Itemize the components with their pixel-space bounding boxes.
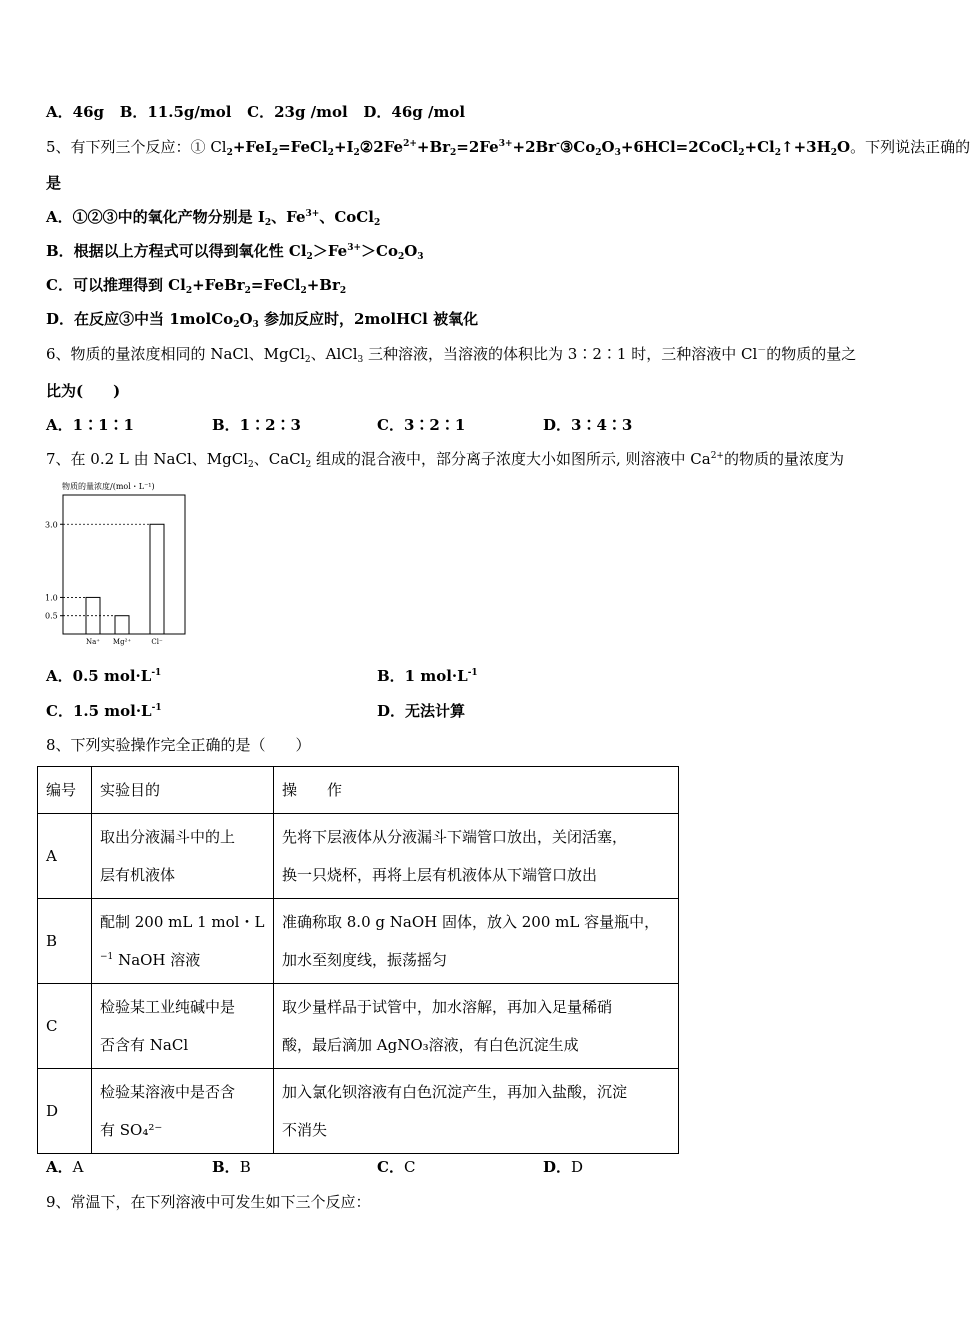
row-purpose: 配制 200 mL 1 mol・L $^{-1}$ NaOH 溶液: [92, 899, 274, 984]
q7-option-d: D．无法计算: [377, 702, 466, 720]
q8-option-d: D．D: [543, 1158, 584, 1176]
row-id: A: [38, 814, 92, 899]
q5-option-c: C．可以推理得到 $Cl_2+FeBr_2=FeCl_2+Br_2$: [46, 276, 347, 296]
q6-option-b: B．1∶2∶3: [212, 416, 301, 434]
q8-option-c: C．C: [377, 1158, 416, 1176]
bar-2: [150, 524, 164, 634]
q4-option-a: A．46g: [46, 103, 105, 121]
row-purpose: 检验某溶液中是否含 有 SO₄²⁻: [92, 1069, 274, 1154]
q5-option-b: B．根据以上方程式可以得到氧化性 $Cl_2>Fe^{3+}>Co_2O_3$: [46, 242, 424, 262]
q6-option-d: D．3∶4∶3: [543, 416, 633, 434]
header-operation: 操 作: [274, 767, 679, 814]
q7-stem: 7、在 0.2 L 由 NaCl、MgCl$_2$、CaCl$_2$ 组成的混合液中，部分离子浓度大小如图所示, 则溶液中 $Ca^{2+}$的物质的量浓度为: [46, 450, 844, 470]
row-operation: 取少量样品于试管中，加水溶解，再加入足量稀硝 酸，最后滴加 AgNO₃溶液，有白色沉淀生成: [274, 984, 679, 1069]
row-id: B: [38, 899, 92, 984]
table-row: [38, 1069, 679, 1154]
q6-stem: 6、物质的量浓度相同的 NaCl、MgCl$_2$、AlCl$_3$ 三种溶液，当溶液的体积比为 3∶2∶1 时，三种溶液中 Cl－的物质的量之: [46, 345, 857, 365]
y-tick-label: 0.5: [45, 611, 58, 621]
q7-option-c: C．1.5 $mol\cdot L^{-1}$: [46, 702, 162, 720]
experiment-table: [37, 766, 679, 1154]
q4-options: [46, 102, 465, 122]
q5-option-a: A．①②③中的氧化产物分别是 $I_2$、$Fe^{3+}$、CoCl$_2$: [46, 208, 381, 228]
y-tick-label: 1.0: [45, 593, 58, 603]
q4-option-d: D．46g /mol: [363, 103, 466, 121]
x-tick-label: Cl⁻: [151, 638, 163, 646]
row-purpose: 检验某工业纯碱中是 否含有 NaCl: [92, 984, 274, 1069]
q6-option-a: A．1∶1∶1: [46, 416, 134, 434]
table-row: [38, 814, 679, 899]
row-id: D: [38, 1069, 92, 1154]
q8-option-b: B．B: [212, 1158, 251, 1176]
y-tick-label: 3.0: [45, 520, 58, 530]
q5-stem-line2: 是: [46, 174, 62, 192]
q8-stem: 8、下列实验操作完全正确的是（ ）: [46, 736, 311, 754]
row-operation: 先将下层液体从分液漏斗下端管口放出，关闭活塞， 换一只烧杯，再将上层有机液体从下端管口放出: [274, 814, 679, 899]
bar-1: [115, 616, 129, 634]
row-purpose: 取出分液漏斗中的上 层有机液体: [92, 814, 274, 899]
q6-stem-line2: 比为( ): [46, 382, 121, 400]
q6-option-c: C．3∶2∶1: [377, 416, 466, 434]
chart-plot-frame: [63, 495, 185, 634]
q4-option-c: C．23g /mol: [247, 103, 348, 121]
header-id: 编号: [38, 767, 92, 814]
q4-option-b: B．11.5g/mol: [119, 103, 232, 121]
q8-option-a: A．A: [46, 1158, 84, 1176]
table-header-row: [38, 767, 679, 814]
q7-option-b: B．1 $mol\cdot L^{-1}$: [377, 667, 478, 685]
q5-option-d: D．在反应③中当 $1molCo_2O_3$ 参加反应时，2molHCl 被氧化: [46, 310, 479, 330]
header-purpose: 实验目的: [92, 767, 274, 814]
q7-option-a: A．0.5 $mol\cdot L^{-1}$: [46, 667, 162, 685]
row-operation: 准确称取 8.0 g NaOH 固体，放入 200 mL 容量瓶中， 加水至刻度线，振荡摇匀: [274, 899, 679, 984]
x-tick-label: Na⁺: [86, 638, 100, 646]
row-operation: 加入氯化钡溶液有白色沉淀产生，再加入盐酸，沉淀 不消失: [274, 1069, 679, 1154]
q9-stem: 9、常温下，在下列溶液中可发生如下三个反应：: [46, 1193, 371, 1211]
x-tick-label: Mg²⁺: [112, 638, 132, 646]
chart-title: 物质的量浓度/(mol・L⁻¹): [62, 482, 155, 491]
row-id: C: [38, 984, 92, 1069]
table-row: [38, 984, 679, 1069]
q5-stem: 5、有下列三个反应：① $Cl_2+FeI_2=FeCl_2+I_2②2Fe^{2+}+Br_2=2Fe^{3+}+2Br^-③Co_2O_3+6HCl=2CoCl_2+Cl_2↑+3H_2O$。下列说法正确的: [46, 138, 970, 158]
ion-concentration-chart: [40, 478, 200, 653]
table-row: [38, 899, 679, 984]
